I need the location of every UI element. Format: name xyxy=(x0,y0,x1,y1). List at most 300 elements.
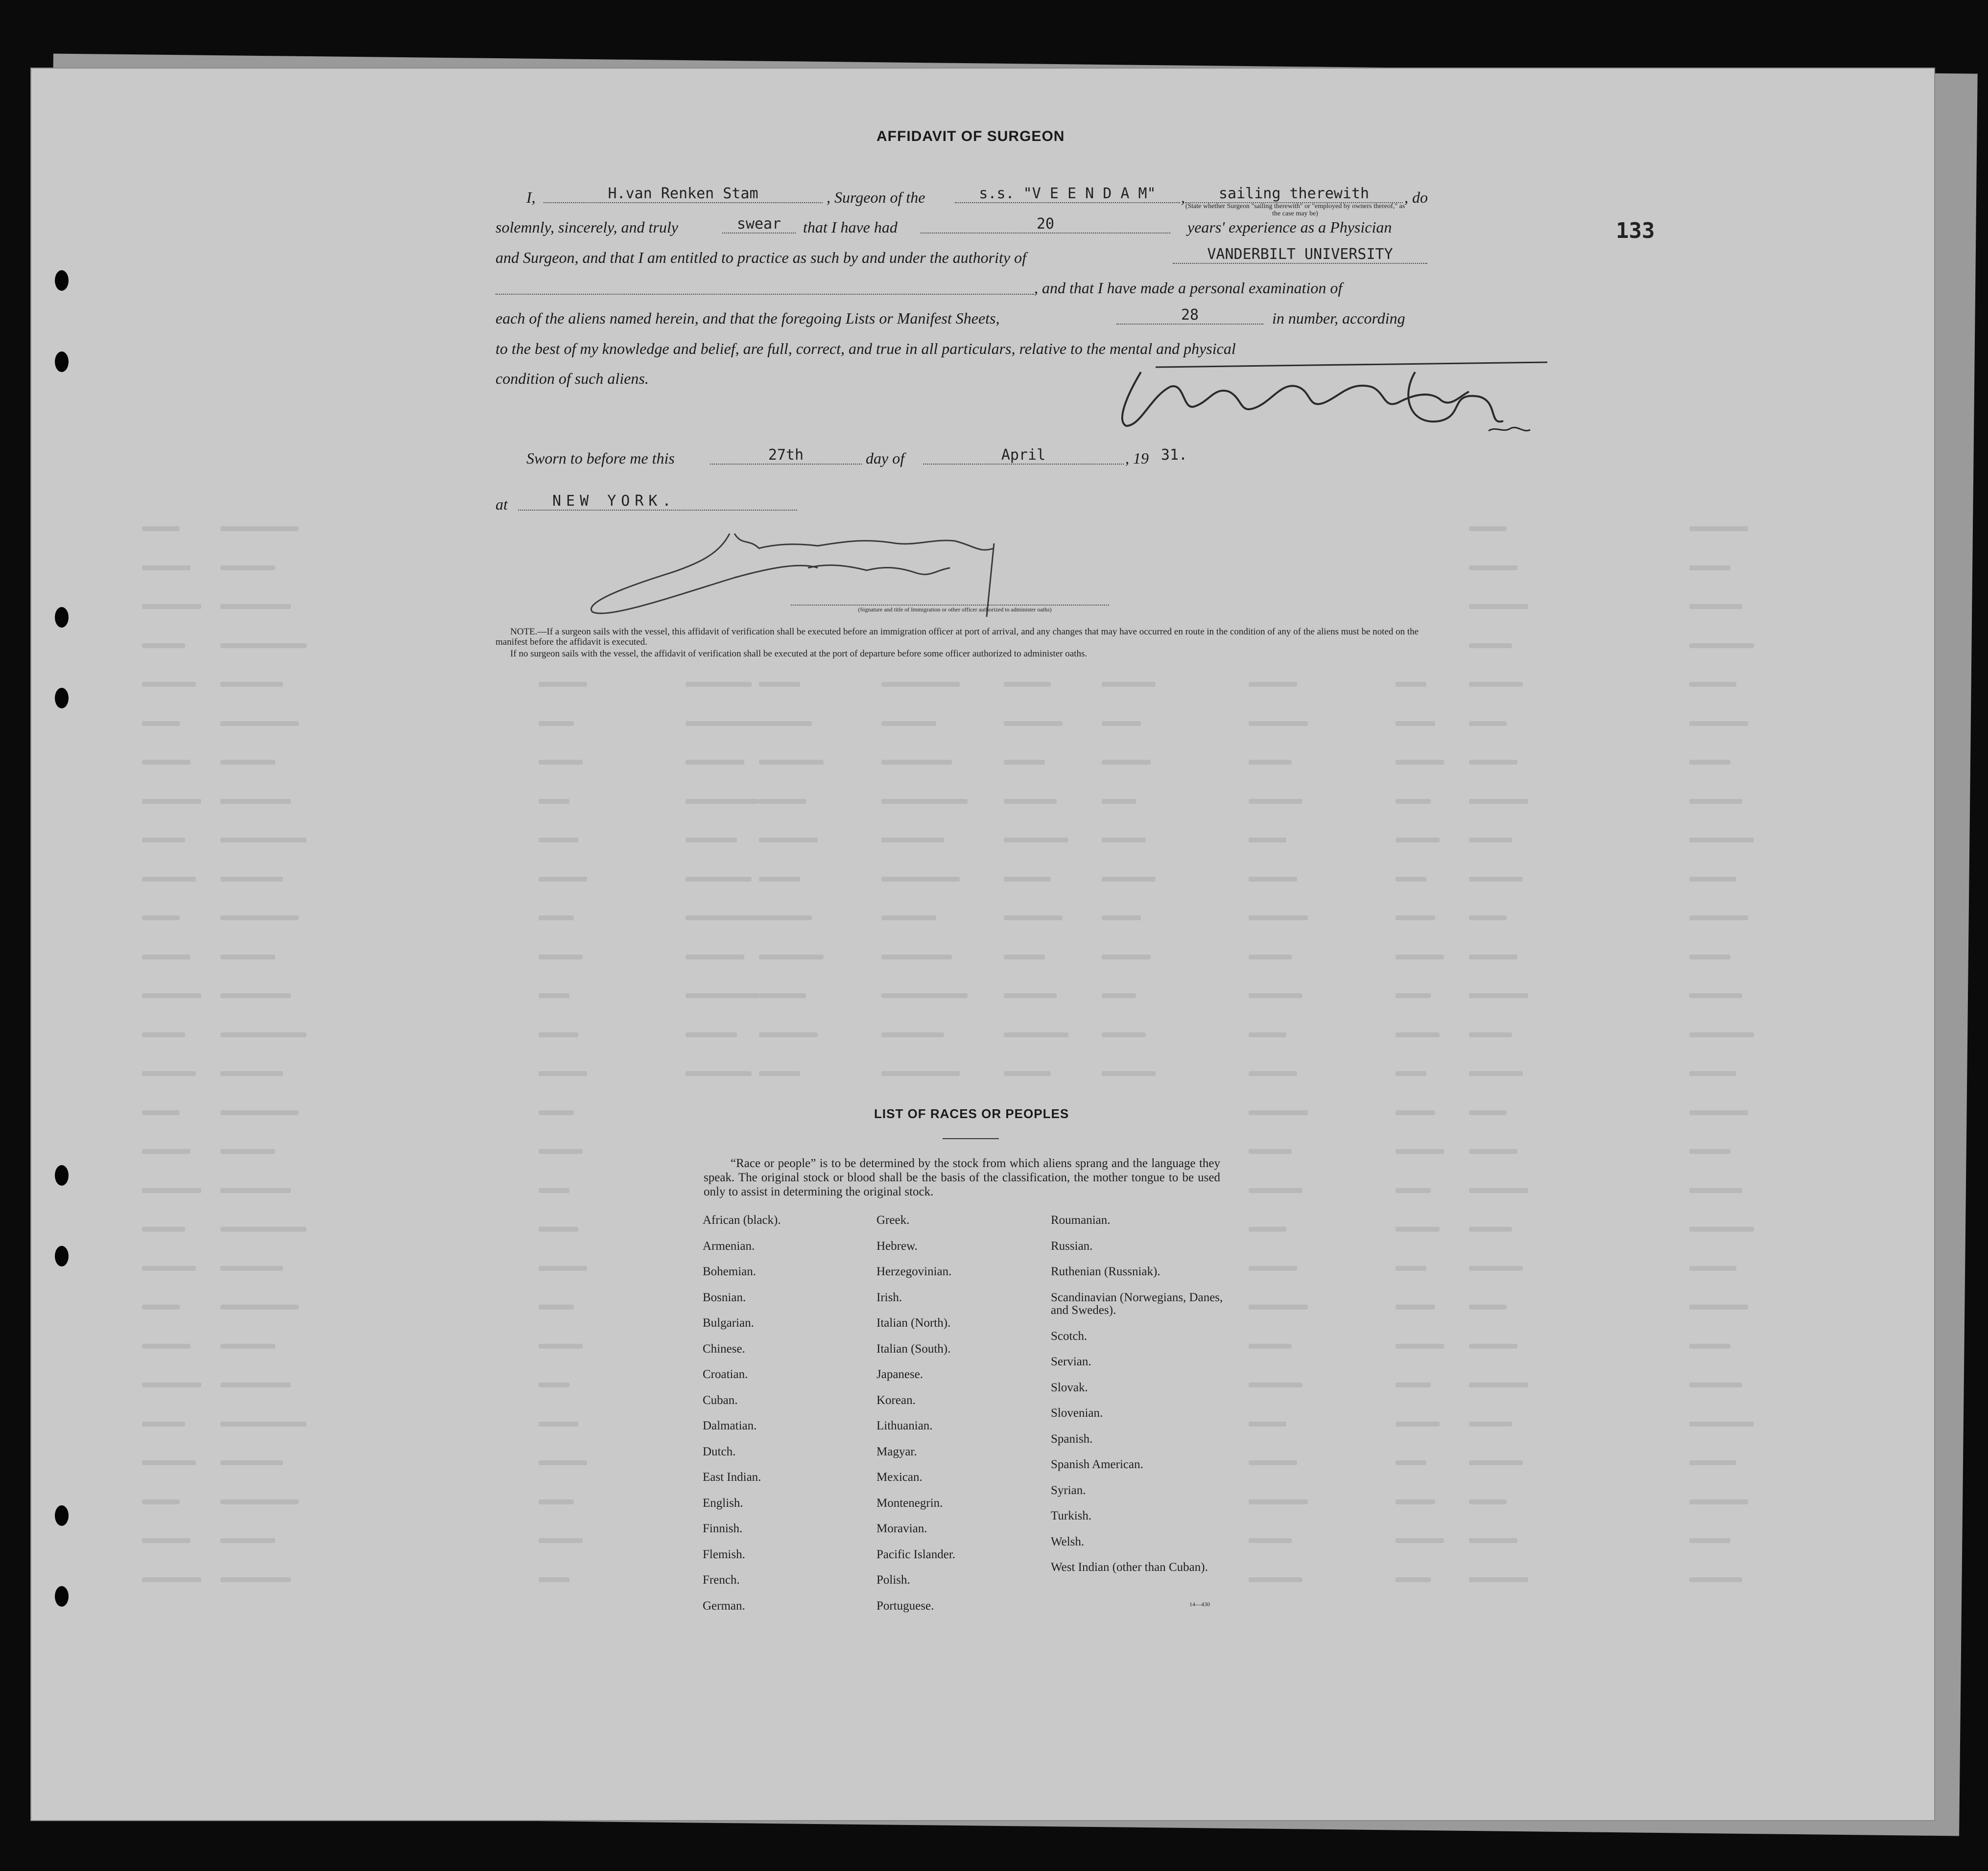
binder-hole xyxy=(55,351,69,372)
years-field: 20 xyxy=(921,215,1170,234)
bleed-through-mark xyxy=(1396,1266,1426,1271)
bleed-through-mark xyxy=(1396,1071,1426,1076)
affidavit-text: that I have had xyxy=(803,218,898,236)
bleed-through-mark xyxy=(1689,1499,1748,1504)
affidavit-text: Sworn to before me this xyxy=(526,449,675,467)
race-item: Spanish. xyxy=(1051,1432,1093,1446)
page-number: 133 xyxy=(1616,218,1655,243)
race-item: Scandinavian (Norwegians, Danes, and Swedes). xyxy=(1051,1290,1223,1317)
sworn-month-field: April xyxy=(923,446,1124,465)
bleed-through-mark xyxy=(220,1499,299,1504)
bleed-through-mark xyxy=(759,760,824,765)
bleed-through-mark xyxy=(539,1460,587,1465)
bleed-through-mark xyxy=(686,721,766,726)
binder-hole xyxy=(55,1505,69,1526)
bleed-through-mark xyxy=(1689,915,1748,920)
bleed-through-mark xyxy=(1102,721,1141,726)
race-item: African (black). xyxy=(703,1214,781,1227)
race-item: Italian (South). xyxy=(876,1342,951,1356)
bleed-through-mark xyxy=(1102,838,1146,842)
bleed-through-mark xyxy=(220,682,283,687)
bleed-through-mark xyxy=(1249,955,1292,959)
bleed-through-mark xyxy=(686,915,766,920)
race-item: Moravian. xyxy=(876,1522,927,1535)
bleed-through-mark xyxy=(1102,1032,1146,1037)
bleed-through-mark xyxy=(1469,1305,1507,1310)
bleed-through-mark xyxy=(1102,1071,1156,1076)
races-title: LIST OF RACES OR PEOPLES xyxy=(874,1106,1069,1121)
race-item: Syrian. xyxy=(1051,1483,1086,1497)
bleed-through-mark xyxy=(1249,721,1308,726)
bleed-through-mark xyxy=(881,760,952,765)
bleed-through-mark xyxy=(539,838,578,842)
race-item: Montenegrin. xyxy=(876,1496,943,1510)
race-item: Cuban. xyxy=(703,1393,738,1407)
bleed-through-mark xyxy=(1469,1149,1517,1154)
race-item: French. xyxy=(703,1573,740,1587)
affidavit-text: to the best of my knowledge and belief, are full, correct, and true in all particulars, relative to the mental and physical xyxy=(496,340,1236,357)
bleed-through-mark xyxy=(1689,604,1742,609)
bleed-through-mark xyxy=(1469,604,1528,609)
race-item: Dutch. xyxy=(703,1445,736,1458)
bleed-through-mark xyxy=(1249,1460,1297,1465)
race-item: Italian (North). xyxy=(876,1316,951,1330)
race-item: Turkish. xyxy=(1051,1509,1092,1522)
bleed-through-mark xyxy=(142,799,201,804)
bleed-through-mark xyxy=(1396,1032,1440,1037)
bleed-through-mark xyxy=(539,799,569,804)
bleed-through-mark xyxy=(1689,1110,1748,1115)
oath-field: swear xyxy=(722,215,796,234)
bleed-through-mark xyxy=(1102,993,1136,998)
races-column-1 xyxy=(703,1214,864,1625)
binder-hole xyxy=(55,1165,69,1186)
bleed-through-mark xyxy=(1396,1382,1431,1387)
bleed-through-mark xyxy=(1689,643,1754,648)
bleed-through-mark xyxy=(1469,838,1512,842)
bleed-through-mark xyxy=(1396,877,1426,882)
bleed-through-mark xyxy=(1396,1344,1444,1349)
affidavit-text: day of xyxy=(866,449,905,467)
bleed-through-mark xyxy=(1004,760,1045,765)
races-intro: “Race or people” is to be determined by the stock from which aliens sprang and the language they speak. The original stock or blood shall be the basis of the classification, the mother tongue to be used only to assist in determining the original stock. xyxy=(704,1157,1220,1198)
bleed-through-mark xyxy=(1689,760,1730,765)
race-item: Japanese. xyxy=(876,1368,923,1381)
bleed-through-mark xyxy=(142,1188,201,1193)
bleed-through-mark xyxy=(881,915,936,920)
race-item: Croatian. xyxy=(703,1368,748,1381)
bleed-through-mark xyxy=(539,1032,578,1037)
bleed-through-mark xyxy=(1469,993,1528,998)
bleed-through-mark xyxy=(686,877,752,882)
bleed-through-mark xyxy=(1469,565,1517,570)
affidavit-text: at xyxy=(496,495,508,513)
bleed-through-mark xyxy=(539,721,574,726)
bleed-through-mark xyxy=(1396,1188,1431,1193)
bleed-through-mark xyxy=(220,565,275,570)
ship-name-field: s.s. "V E E N D A M" xyxy=(955,185,1180,203)
bleed-through-mark xyxy=(142,565,190,570)
race-item: Hebrew. xyxy=(876,1239,918,1253)
bleed-through-mark xyxy=(539,993,569,998)
bleed-through-mark xyxy=(881,682,960,687)
bleed-through-mark xyxy=(686,955,744,959)
bleed-through-mark xyxy=(1396,1305,1435,1310)
bleed-through-mark xyxy=(1469,877,1523,882)
bleed-through-mark xyxy=(1004,993,1057,998)
bleed-through-mark xyxy=(1469,955,1517,959)
bleed-through-mark xyxy=(759,682,800,687)
binder-hole xyxy=(55,607,69,628)
bleed-through-mark xyxy=(142,1149,190,1154)
bleed-through-mark xyxy=(539,955,583,959)
binder-hole xyxy=(55,1246,69,1266)
bleed-through-mark xyxy=(881,1032,944,1037)
bleed-through-mark xyxy=(142,1110,180,1115)
bleed-through-mark xyxy=(881,838,944,842)
bleed-through-mark xyxy=(759,721,812,726)
bleed-through-mark xyxy=(1469,1382,1528,1387)
race-item: Armenian. xyxy=(703,1239,755,1253)
bleed-through-mark xyxy=(539,1422,578,1427)
bleed-through-mark xyxy=(539,915,574,920)
bleed-through-mark xyxy=(1396,1577,1431,1582)
bleed-through-mark xyxy=(142,1538,190,1543)
bleed-through-mark xyxy=(1689,877,1736,882)
bleed-through-mark xyxy=(142,915,180,920)
race-item: Bosnian. xyxy=(703,1290,746,1304)
bleed-through-mark xyxy=(220,1188,291,1193)
bleed-through-mark xyxy=(1004,955,1045,959)
bleed-through-mark xyxy=(220,1382,291,1387)
bleed-through-mark xyxy=(220,1227,307,1232)
bleed-through-mark xyxy=(1396,1538,1444,1543)
bleed-through-mark xyxy=(686,1071,752,1076)
bleed-through-mark xyxy=(1689,721,1748,726)
bleed-through-mark xyxy=(220,721,299,726)
race-item: Scotch. xyxy=(1051,1329,1088,1343)
bleed-through-mark xyxy=(1102,915,1141,920)
affidavit-text: , 19 xyxy=(1125,449,1149,467)
bleed-through-mark xyxy=(686,1032,737,1037)
bleed-through-mark xyxy=(539,877,587,882)
bleed-through-mark xyxy=(539,1499,574,1504)
bleed-through-mark xyxy=(881,877,960,882)
bleed-through-mark xyxy=(142,1227,185,1232)
bleed-through-mark xyxy=(1249,1538,1292,1543)
bleed-through-mark xyxy=(1689,1538,1730,1543)
bleed-through-mark xyxy=(539,1344,583,1349)
bleed-through-mark xyxy=(220,1305,299,1310)
bleed-through-mark xyxy=(142,1577,201,1582)
bleed-through-mark xyxy=(1396,915,1435,920)
bleed-through-mark xyxy=(1689,1071,1736,1076)
bleed-through-mark xyxy=(686,838,737,842)
bleed-through-mark xyxy=(220,526,299,531)
bleed-through-mark xyxy=(220,1071,283,1076)
binder-hole xyxy=(55,270,69,291)
bleed-through-mark xyxy=(1396,1460,1426,1465)
race-item: English. xyxy=(703,1496,743,1510)
bleed-through-mark xyxy=(1396,760,1444,765)
bleed-through-mark xyxy=(1469,721,1507,726)
bleed-through-mark xyxy=(220,643,307,648)
bleed-through-mark xyxy=(1396,955,1444,959)
bleed-through-mark xyxy=(1396,1149,1444,1154)
bleed-through-mark xyxy=(1689,565,1730,570)
bleed-through-mark xyxy=(1689,799,1742,804)
sworn-day-field: 27th xyxy=(710,446,862,465)
bleed-through-mark xyxy=(686,799,759,804)
bleed-through-mark xyxy=(1689,682,1736,687)
bleed-through-mark xyxy=(220,838,307,842)
bleed-through-mark xyxy=(1396,1499,1435,1504)
bleed-through-mark xyxy=(220,993,291,998)
bleed-through-mark xyxy=(142,760,190,765)
sailing-note: (State whether Surgeon "sailing therewith" or "employed by owners thereof," as the case may be) xyxy=(1185,203,1405,217)
bleed-through-mark xyxy=(1249,682,1297,687)
binder-hole xyxy=(55,1586,69,1607)
race-item: Korean. xyxy=(876,1393,916,1407)
bleed-through-mark xyxy=(881,721,936,726)
bleed-through-mark xyxy=(1396,1110,1435,1115)
bleed-through-mark xyxy=(1249,1149,1292,1154)
bleed-through-mark xyxy=(220,1422,307,1427)
bleed-through-mark xyxy=(759,993,806,998)
races-column-2 xyxy=(876,1214,1038,1625)
binder-hole xyxy=(55,688,69,708)
race-item: Finnish. xyxy=(703,1522,743,1535)
bleed-through-mark xyxy=(1249,1305,1308,1310)
officer-caption: (Signature and title of Immigration or other officer authorized to administer oaths) xyxy=(858,606,1052,613)
bleed-through-mark xyxy=(1469,1188,1528,1193)
affidavit-text: condition of such aliens. xyxy=(496,370,649,387)
bleed-through-mark xyxy=(1469,799,1528,804)
bleed-through-mark xyxy=(1689,955,1730,959)
bleed-through-mark xyxy=(1249,1344,1292,1349)
surgeon-signature xyxy=(1097,352,1562,445)
bleed-through-mark xyxy=(1249,1422,1286,1427)
officer-signature-line xyxy=(791,604,1109,606)
affidavit-text: , xyxy=(1181,188,1185,206)
bleed-through-mark xyxy=(686,760,744,765)
race-item: Roumanian. xyxy=(1051,1214,1111,1227)
race-item: Lithuanian. xyxy=(876,1419,933,1432)
bleed-through-mark xyxy=(539,1266,587,1271)
bleed-through-mark xyxy=(1249,1188,1302,1193)
bleed-through-mark xyxy=(220,877,283,882)
bleed-through-mark xyxy=(142,1071,196,1076)
bleed-through-mark xyxy=(1469,1071,1523,1076)
bleed-through-mark xyxy=(1396,682,1426,687)
affidavit-text: and Surgeon, and that I am entitled to practice as such by and under the authority of xyxy=(496,249,1026,266)
bleed-through-mark xyxy=(142,1499,180,1504)
bleed-through-mark xyxy=(759,1032,818,1037)
sheets-count-field: 28 xyxy=(1116,306,1263,325)
bleed-through-mark xyxy=(1469,1227,1512,1232)
bleed-through-mark xyxy=(881,1071,960,1076)
bleed-through-mark xyxy=(220,1460,283,1465)
affidavit-text: solemnly, sincerely, and truly xyxy=(496,218,678,236)
races-title-rule xyxy=(943,1138,999,1139)
bleed-through-mark xyxy=(1689,1305,1748,1310)
bleed-through-mark xyxy=(1102,799,1136,804)
bleed-through-mark xyxy=(220,915,299,920)
surgeon-name-field: H.van Renken Stam xyxy=(544,185,823,203)
bleed-through-mark xyxy=(220,1266,283,1271)
race-item: Slovenian. xyxy=(1051,1406,1103,1420)
bleed-through-mark xyxy=(881,955,952,959)
bleed-through-mark xyxy=(1469,1032,1512,1037)
race-item: West Indian (other than Cuban). xyxy=(1051,1561,1208,1574)
race-item: Welsh. xyxy=(1051,1535,1085,1548)
bleed-through-mark xyxy=(1249,1577,1302,1582)
bleed-through-mark xyxy=(1469,1499,1507,1504)
bleed-through-mark xyxy=(142,877,196,882)
bleed-through-mark xyxy=(1249,1071,1297,1076)
affidavit-text: I, xyxy=(526,188,536,206)
bleed-through-mark xyxy=(1004,721,1063,726)
bleed-through-mark xyxy=(1689,1577,1742,1582)
bleed-through-mark xyxy=(1469,526,1507,531)
bleed-through-mark xyxy=(1249,799,1302,804)
bleed-through-mark xyxy=(220,1577,291,1582)
bleed-through-mark xyxy=(220,604,291,609)
bleed-through-mark xyxy=(142,682,196,687)
bleed-through-mark xyxy=(1102,760,1151,765)
bleed-through-mark xyxy=(1689,1227,1754,1232)
bleed-through-mark xyxy=(881,993,968,998)
affidavit-text: , and that I have made a personal examination of xyxy=(1034,279,1343,297)
bleed-through-mark xyxy=(1249,1110,1308,1115)
race-item: Pacific Islander. xyxy=(876,1547,956,1561)
bleed-through-mark xyxy=(539,682,587,687)
bleed-through-mark xyxy=(1249,1266,1297,1271)
bleed-through-mark xyxy=(539,1305,574,1310)
bleed-through-mark xyxy=(1249,915,1308,920)
bleed-through-mark xyxy=(1689,1422,1754,1427)
bleed-through-mark xyxy=(1249,877,1297,882)
bleed-through-mark xyxy=(142,1422,185,1427)
bleed-through-mark xyxy=(1396,1422,1440,1427)
race-item: Greek. xyxy=(876,1214,910,1227)
bleed-through-mark xyxy=(539,1538,583,1543)
bleed-through-mark xyxy=(220,799,291,804)
bleed-through-mark xyxy=(220,1032,307,1037)
bleed-through-mark xyxy=(1249,1032,1286,1037)
bleed-through-mark xyxy=(142,643,185,648)
affidavit-text: , do xyxy=(1404,188,1428,206)
affidavit-note: NOTE.—If a surgeon sails with the vessel, this affidavit of verification shall be executed before an immigration officer at port of arrival, and any changes that may have occurred en route in the condition of any of the aliens must be noted on the manifest before the affidavit is executed. xyxy=(496,627,1419,647)
bleed-through-mark xyxy=(142,1344,190,1349)
bleed-through-mark xyxy=(220,1344,275,1349)
bleed-through-mark xyxy=(1689,1344,1730,1349)
race-item: East Indian. xyxy=(703,1471,761,1484)
bleed-through-mark xyxy=(1004,838,1068,842)
bleed-through-mark xyxy=(142,1032,185,1037)
bleed-through-mark xyxy=(1689,1266,1736,1271)
bleed-through-mark xyxy=(759,1071,800,1076)
bleed-through-mark xyxy=(220,1149,275,1154)
bleed-through-mark xyxy=(142,1382,201,1387)
bleed-through-mark xyxy=(539,760,583,765)
race-item: Mexican. xyxy=(876,1471,923,1484)
bleed-through-mark xyxy=(1396,993,1431,998)
bleed-through-mark xyxy=(1249,838,1286,842)
affidavit-text: , Surgeon of the xyxy=(827,188,925,206)
bleed-through-mark xyxy=(142,1305,180,1310)
bleed-through-mark xyxy=(1249,1382,1302,1387)
bleed-through-mark xyxy=(1249,993,1302,998)
bleed-through-mark xyxy=(1469,643,1512,648)
bleed-through-mark xyxy=(220,1110,299,1115)
bleed-through-mark xyxy=(539,1071,587,1076)
race-item: Bulgarian. xyxy=(703,1316,754,1330)
bleed-through-mark xyxy=(1689,1188,1742,1193)
race-item: Slovak. xyxy=(1051,1380,1088,1394)
bleed-through-mark xyxy=(759,955,824,959)
bleed-through-mark xyxy=(1396,838,1440,842)
bleed-through-mark xyxy=(1102,955,1151,959)
bleed-through-mark xyxy=(142,526,180,531)
bleed-through-mark xyxy=(1004,1071,1051,1076)
bleed-through-mark xyxy=(539,1149,583,1154)
bleed-through-mark xyxy=(1469,760,1517,765)
affidavit-note: If no surgeon sails with the vessel, the affidavit of verification shall be executed at the port of departure before some officer authorized to administer oaths. xyxy=(510,649,1088,659)
race-item: Spanish American. xyxy=(1051,1458,1143,1471)
bleed-through-mark xyxy=(1689,1460,1736,1465)
bleed-through-mark xyxy=(142,838,185,842)
bleed-through-mark xyxy=(759,915,812,920)
bleed-through-mark xyxy=(142,721,180,726)
bleed-through-mark xyxy=(1102,682,1156,687)
bleed-through-mark xyxy=(1469,915,1507,920)
race-item: Servian. xyxy=(1051,1355,1091,1368)
affidavit-text: in number, according xyxy=(1272,309,1405,327)
bleed-through-mark xyxy=(142,1460,196,1465)
bleed-through-mark xyxy=(1689,993,1742,998)
race-item: Russian. xyxy=(1051,1239,1093,1253)
bleed-through-mark xyxy=(1689,1032,1754,1037)
bleed-through-mark xyxy=(1469,682,1523,687)
bleed-through-mark xyxy=(142,604,201,609)
bleed-through-mark xyxy=(1469,1460,1523,1465)
bleed-through-mark xyxy=(1469,1538,1517,1543)
bleed-through-mark xyxy=(1396,799,1431,804)
bleed-through-mark xyxy=(1689,526,1748,531)
bleed-through-mark xyxy=(1689,838,1754,842)
bleed-through-mark xyxy=(1249,760,1292,765)
bleed-through-mark xyxy=(1004,682,1051,687)
bleed-through-mark xyxy=(220,1538,275,1543)
races-column-3 xyxy=(1051,1214,1227,1600)
bleed-through-mark xyxy=(1004,799,1057,804)
race-item: Bohemian. xyxy=(703,1265,757,1278)
race-item: Ruthenian (Russniak). xyxy=(1051,1265,1160,1278)
race-item: Polish. xyxy=(876,1573,910,1587)
race-item: Magyar. xyxy=(876,1445,917,1458)
race-item: Dalmatian. xyxy=(703,1419,757,1432)
race-item: Portuguese. xyxy=(876,1599,934,1613)
sailing-status-field: sailing therewith xyxy=(1185,185,1403,203)
bleed-through-mark xyxy=(1469,1577,1528,1582)
bleed-through-mark xyxy=(759,838,818,842)
bleed-through-mark xyxy=(686,682,752,687)
authority-field: VANDERBILT UNIVERSITY xyxy=(1173,246,1427,264)
bleed-through-mark xyxy=(1249,1227,1286,1232)
bleed-through-mark xyxy=(881,799,968,804)
bleed-through-mark xyxy=(142,993,201,998)
